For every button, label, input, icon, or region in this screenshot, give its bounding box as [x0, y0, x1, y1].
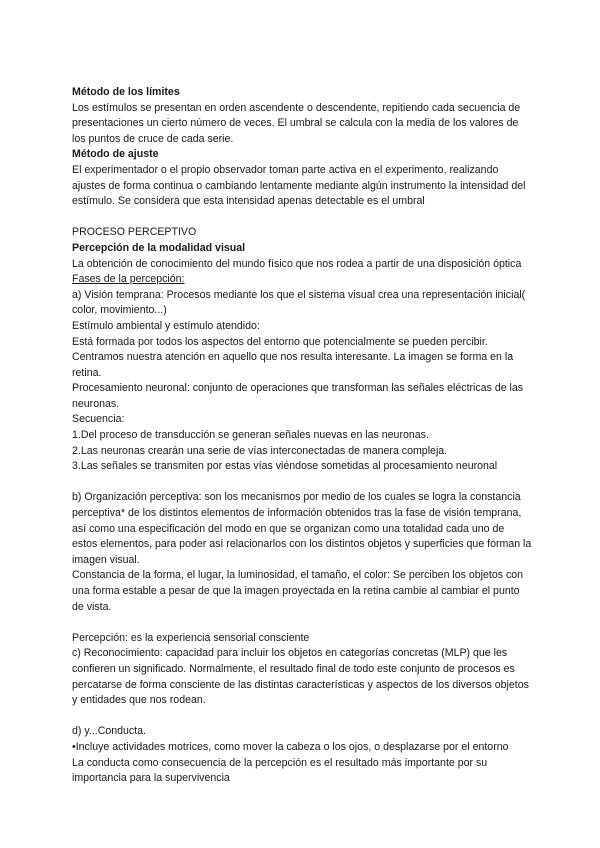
spacer	[72, 615, 532, 631]
paragraph-constancia: Constancia de la forma, el lugar, la luminosidad, el tamaño, el color: Se perciben los objetos con una forma estable a pesar de que la imagen proyectada en la retina cambie al cambiar el punto de vista.	[72, 569, 524, 613]
paragraph-reconocimiento: c) Reconocimiento: capacidad para incluir los objetos en categorías concretas (MLP) que les confieren un significado. Normalmente, el resultado final de todo este conjunto de procesos es percatarse de forma consciente de las distintas características y aspectos de los diversos objetos y entidades que nos rodean.	[72, 647, 529, 707]
secuencia-item: 2.Las neuronas crearán una serie de vías interconectadas de manera compleja.	[72, 444, 448, 457]
conducta-bullet: •Incluye actividades motrices, como mover la cabeza o los ojos, o desplazarse por el entorno	[72, 740, 509, 753]
secuencia-item: 3.Las señales se transmiten por estas vías viéndose sometidas al procesamiento neuronal	[72, 460, 498, 473]
paragraph-conducta: La conducta como consecuencia de la percepción es el resultado más importante por su importancia para la supervivencia	[72, 756, 488, 785]
paragraph-estimulo: Está formada por todos los aspectos del entorno que potencialmente se pueden percibir. Centramos nuestra atención en aquello que nos resulta interesante. La imagen se forma en la retina.	[72, 335, 514, 379]
fases-title: Fases de la percepción:	[72, 273, 185, 286]
secuencia-item: 1.Del proceso de transducción se generan señales nuevas en las neuronas.	[72, 429, 429, 442]
conducta-title: d) y...Conducta.	[72, 725, 146, 738]
spacer	[72, 475, 532, 491]
paragraph-organizacion: b) Organización perceptiva: son los mecanismos por medio de los cuales se logra la constancia perceptiva* de los distintos elementos de información obtenidos tras la fase de visión temprana, así como una especificación del modo en que se organizan como una totalidad cada uno de estos elementos, para poder así relacionarlos con los distintos objetos y superficies que forman la imagen visual.	[72, 491, 532, 566]
section-title-ajuste: Método de ajuste	[72, 148, 159, 161]
heading-proceso-perceptivo: PROCESO PERCEPTIVO	[72, 226, 197, 239]
section-title-modalidad-visual: Percepción de la modalidad visual	[72, 241, 246, 254]
paragraph-modalidad-visual: La obtención de conocimiento del mundo físico que nos rodea a partir de una disposición óptica	[72, 257, 522, 270]
spacer	[72, 210, 532, 226]
paragraph-vision-temprana: a) Visión temprana: Procesos mediante los que el sistema visual crea una representación inicial( color, movimiento...)	[72, 288, 526, 317]
paragraph-limites: Los estímulos se presentan en orden ascendente o descendente, repitiendo cada secuencia de presentaciones un cierto número de veces. El umbral se calcula con la media de los valores de los puntos de cruce de cada serie.	[72, 101, 521, 145]
paragraph-procesamiento: Procesamiento neuronal: conjunto de operaciones que transforman las señales eléctricas de las neuronas.	[72, 382, 524, 410]
estimulo-label: Estímulo ambiental y estímulo atendido:	[72, 319, 260, 332]
document-body	[72, 85, 532, 787]
paragraph-ajuste: El experimentador o el propio observador toman parte activa en el experimento, realizando ajustes de forma continua o cambiando lentamente mediante algún instrumento la intensidad del estímulo. Se considera que esta intensidad apenas detectable es el umbral	[72, 163, 526, 208]
section-title-limites: Método de los límites	[72, 86, 180, 98]
spacer	[72, 709, 532, 725]
paragraph-percepcion-def: Percepción: es la experiencia sensorial consciente	[72, 631, 310, 644]
secuencia-label: Secuencia:	[72, 413, 125, 426]
